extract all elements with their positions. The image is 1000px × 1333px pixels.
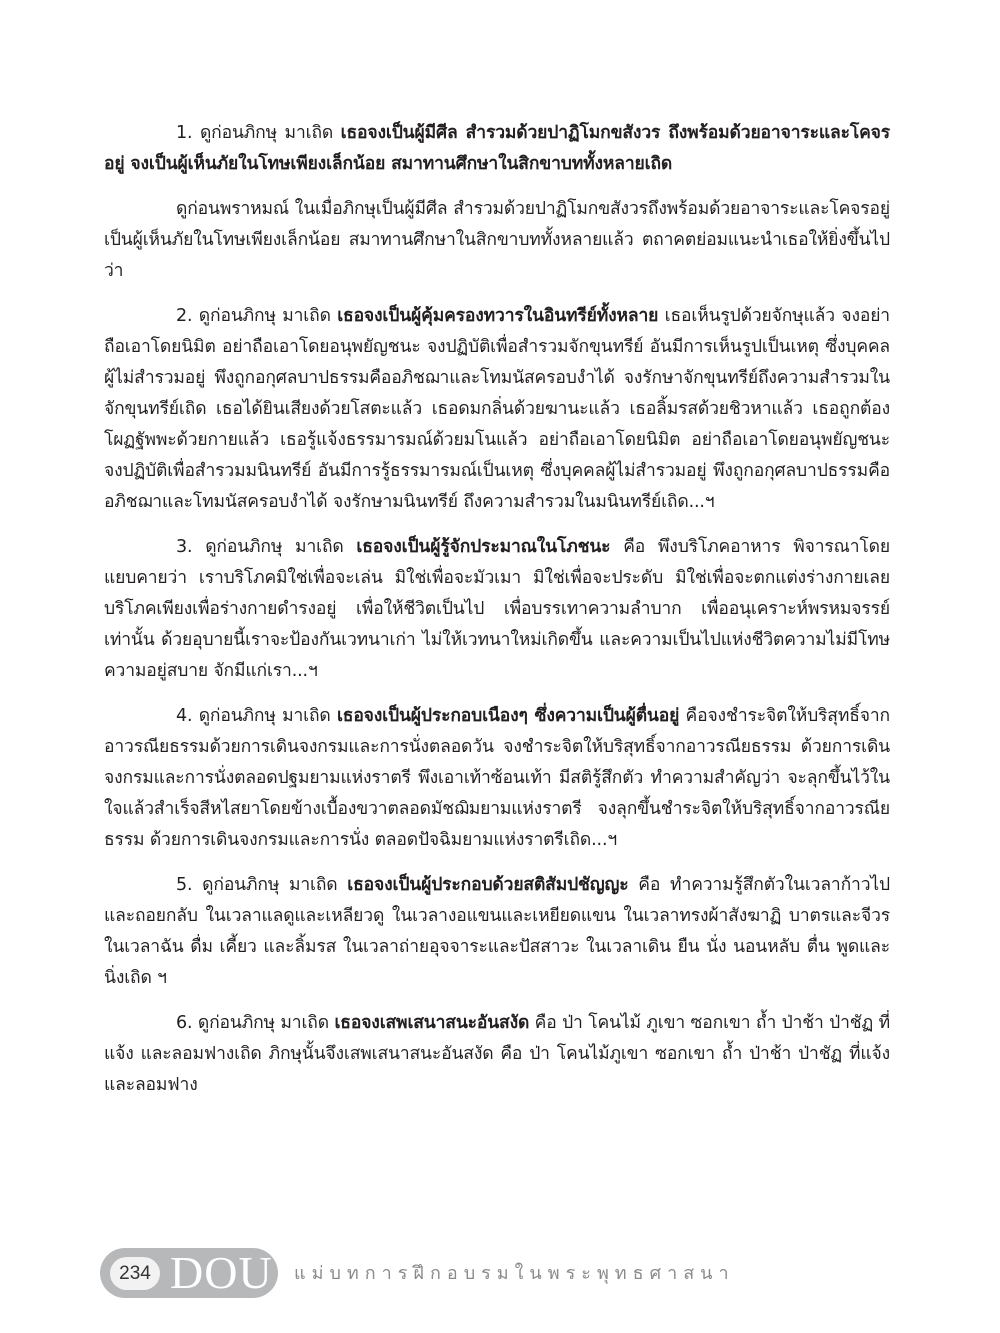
paragraph-lead: 6. ดูก่อนภิกษุ มาเถิด	[176, 1013, 335, 1033]
paragraph-rest: คือจงชำระจิตให้บริสุทธิ์จากอาวรณียธรรมด้วยการเดินจงกรมและการนั่งตลอดวัน จงชำระจิตให้บริสุทธิ์จากอาวรณียธรรม ด้วยการเดินจงกรมและการนั่งตลอดปฐมยามแห่งราตรี พึงเอาเท้าซ้อนเท้า มีสติรู้สึกตัว ทำความสำคัญว่า จะลุกขึ้นไว้ในใจแล้วสำเร็จสีหไสยาโดยข้างเบื้องขวาตลอดมัชฌิมยามแห่งราตรี จงลุกขึ้นชำระจิตให้บริสุทธิ์จากอาวรณียธรรม ด้วยการเดินจงกรมและการนั่ง ตลอดปัจฉิมยามแห่งราตรีเถิด...ฯ	[104, 706, 890, 850]
footer-badge	[100, 1248, 278, 1298]
paragraph-lead: ดูก่อนพราหมณ์ ในเมื่อภิกษุเป็นผู้มีศีล สำรวมด้วยปาฏิโมกขสังวรถึงพร้อมด้วยอาจาระและโคจรอยู่ เป็นผู้เห็นภัยในโทษเพียงเล็กน้อย สมาทานศึกษาในสิกขาบททั้งหลายแล้ว ตถาคตย่อมแนะนำเธอให้ยิ่งขึ้นไปว่า	[104, 199, 890, 281]
paragraph-4	[104, 532, 890, 687]
paragraph-bold: เธอจงเป็นผู้ประกอบด้วยสติสัมปชัญญะ	[347, 875, 629, 895]
paragraph-bold: เธอจงเป็นผู้รู้จักประมาณในโภชนะ	[356, 537, 611, 557]
page-number: 234	[110, 1257, 160, 1290]
paragraph-lead: 3. ดูก่อนภิกษุ มาเถิด	[176, 537, 357, 557]
paragraph-lead: 2. ดูก่อนภิกษุ มาเถิด	[176, 306, 338, 326]
paragraph-lead: 1. ดูก่อนภิกษุ มาเถิด	[176, 123, 341, 143]
paragraph-bold: เธอจงเสพเสนาสนะอันสงัด	[334, 1013, 530, 1033]
paragraph-rest: คือ พึงบริโภคอาหาร พิจารณาโดยแยบคายว่า เราบริโภคมิใช่เพื่อจะเล่น มิใช่เพื่อจะมัวเมา มิใช่เพื่อจะประดับ มิใช่เพื่อจะตกแต่งร่างกายเลย บริโภคเพียงเพื่อร่างกายดำรงอยู่ เพื่อให้ชีวิตเป็นไป เพื่อบรรเทาความลำบาก เพื่ออนุเคราะห์พรหมจรรย์เท่านั้น ด้วยอุบายนี้เราจะป้องกันเวทนาเก่า ไม่ให้เวทนาใหม่เกิดขึ้น และความเป็นไปแห่งชีวิตความไม่มีโทษ ความอยู่สบาย จักมีแก่เรา...ฯ	[104, 537, 890, 681]
paragraph-lead: 5. ดูก่อนภิกษุ มาเถิด	[176, 875, 348, 895]
book-title: แม่บทการฝึกอบรมในพระพุทธศาสนา	[294, 1263, 735, 1284]
page-body	[104, 118, 890, 1115]
paragraph-1	[104, 118, 890, 180]
page-footer	[100, 1248, 900, 1300]
dou-logo: DOU	[170, 1247, 273, 1298]
paragraph-bold: เธอจงเป็นผู้ประกอบเนืองๆ ซึ่งความเป็นผู้ตื่นอยู่	[336, 706, 680, 726]
paragraph-2	[104, 194, 890, 287]
paragraph-bold: เธอจงเป็นผู้มีศีล สำรวมด้วยปาฏิโมกขสังวร ถึงพร้อมด้วยอาจาระและโคจรอยู่ จงเป็นผู้เห็นภัยในโทษเพียงเล็กน้อย สมาทานศึกษาในสิกขาบททั้งหลายเถิด	[104, 123, 890, 174]
paragraph-5	[104, 701, 890, 856]
paragraph-3	[104, 301, 890, 518]
paragraph-rest: คือ ป่า โคนไม้ ภูเขา ซอกเขา ถ้ำ ป่าช้า ป่าชัฏ ที่แจ้ง และลอมฟางเถิด ภิกษุนั้นจึงเสพเสนาสนะอันสงัด คือ ป่า โคนไม้ภูเขา ซอกเขา ถ้ำ ป่าช้า ป่าชัฏ ที่แจ้ง และลอมฟาง	[104, 1013, 890, 1095]
paragraph-7	[104, 1008, 890, 1101]
paragraph-rest: เธอเห็นรูปด้วยจักษุแล้ว จงอย่าถือเอาโดยนิมิต อย่าถือเอาโดยอนุพยัญชนะ จงปฏิบัติเพื่อสำรวมจักขุนทรีย์ อันมีการเห็นรูปเป็นเหตุ ซึ่งบุคคลผู้ไม่สำรวมอยู่ พึงถูกอกุศลบาปธรรมคืออภิชฌาและโทมนัสครอบงำได้ จงรักษาจักขุนทรีย์ถึงความสำรวมในจักขุนทรีย์เถิด เธอได้ยินเสียงด้วยโสตะแล้ว เธอดมกลิ่นด้วยฆานะแล้ว เธอลิ้มรสด้วยชิวหาแล้ว เธอถูกต้องโผฏฐัพพะด้วยกายแล้ว เธอรู้แจ้งธรรมารมณ์ด้วยมโนแล้ว อย่าถือเอาโดยนิมิต อย่าถือเอาโดยอนุพยัญชนะ จงปฏิบัติเพื่อสำรวมมนินทรีย์ อันมีการรู้ธรรมารมณ์เป็นเหตุ ซึ่งบุคคลผู้ไม่สำรวมอยู่ พึงถูกอกุศลบาปธรรมคืออภิชฌาและโทมนัสครอบงำได้ จงรักษามนินทรีย์ ถึงความสำรวมในมนินทรีย์เถิด...ฯ	[104, 306, 890, 512]
paragraph-bold: เธอจงเป็นผู้คุ้มครองทวารในอินทรีย์ทั้งหลาย	[337, 306, 659, 326]
paragraph-lead: 4. ดูก่อนภิกษุ มาเถิด	[176, 706, 337, 726]
paragraph-6	[104, 870, 890, 994]
paragraph-rest: คือ ทำความรู้สึกตัวในเวลาก้าวไปและถอยกลับ ในเวลาแลดูและเหลียวดู ในเวลางอแขนและเหยียดแขน ในเวลาทรงผ้าสังฆาฏิ บาตรและจีวร ในเวลาฉัน ดื่ม เคี้ยว และลิ้มรส ในเวลาถ่ายอุจจาระและปัสสาวะ ในเวลาเดิน ยืน นั่ง นอนหลับ ตื่น พูดและนิ่งเถิด ฯ	[104, 875, 890, 988]
